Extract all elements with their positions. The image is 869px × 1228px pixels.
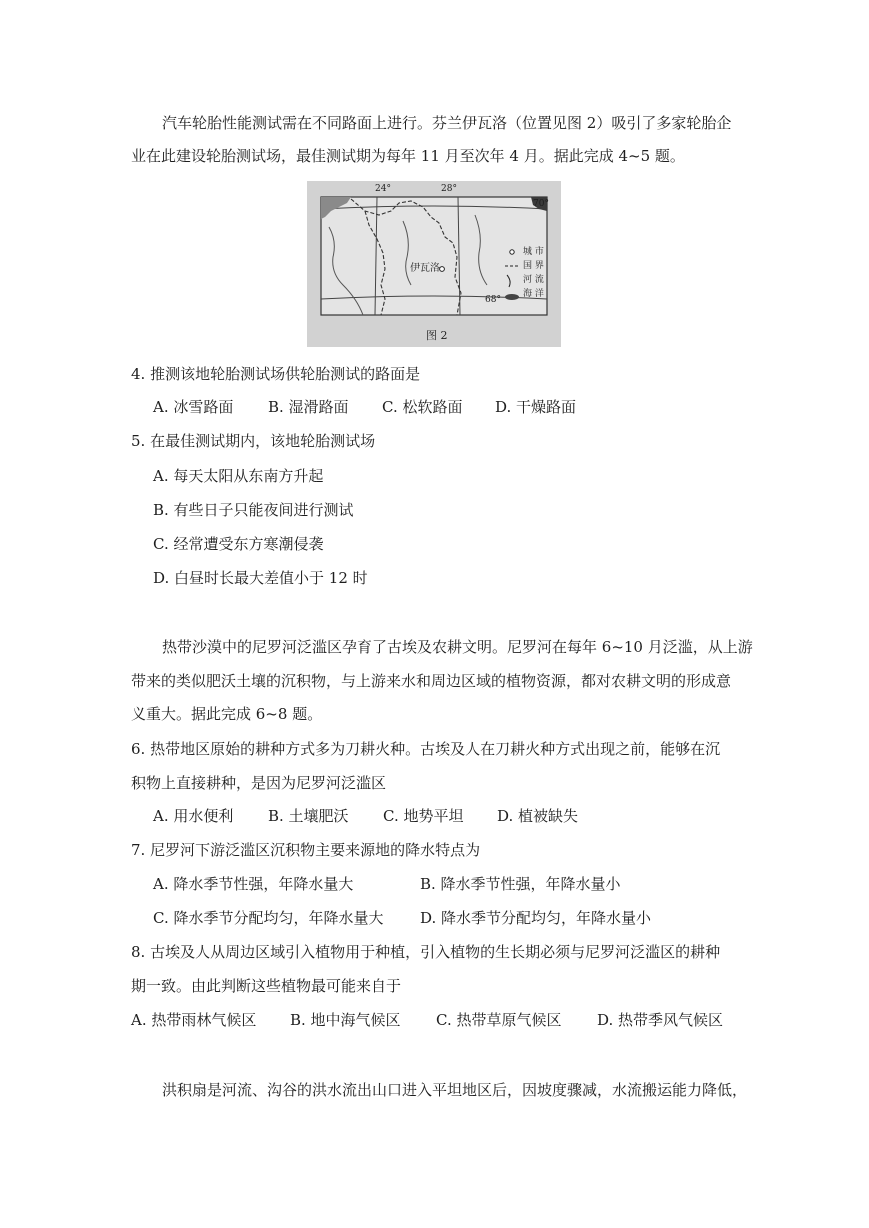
q8-stem-line1: 8. 古埃及人从周边区域引入植物用于种植，引入植物的生长期必须与尼罗河泛滥区的耕种: [131, 943, 721, 961]
q7-option-b[interactable]: B. 降水季节性强，年降水量小: [420, 875, 621, 893]
q8-stem-line2: 期一致。由此判断这些植物最可能来自于: [131, 977, 402, 995]
legend-sea-label: 海 洋: [523, 289, 544, 299]
lon-label-28: 28°: [441, 184, 457, 194]
q8-option-d[interactable]: D. 热带季风气候区: [597, 1011, 724, 1029]
q6-option-a[interactable]: A. 用水便利: [153, 807, 234, 825]
q6-stem-line1: 6. 热带地区原始的耕种方式多为刀耕火种。古埃及人在刀耕火种方式出现之前，能够在沉: [131, 740, 721, 758]
passage1-line1: 汽车轮胎性能测试需在不同路面上进行。芬兰伊瓦洛（位置见图 2）吸引了多家轮胎企: [162, 114, 732, 132]
city-ivalo-dot: [440, 267, 445, 272]
figure-caption: 图 2: [426, 329, 448, 342]
q5-option-c[interactable]: C. 经常遭受东方寒潮侵袭: [153, 535, 324, 553]
legend-city-symbol: [510, 250, 514, 254]
figure2-map: [307, 181, 561, 347]
q7-option-a[interactable]: A. 降水季节性强，年降水量大: [153, 875, 354, 893]
q4-option-d[interactable]: D. 干燥路面: [495, 398, 577, 416]
lon-label-24: 24°: [375, 184, 391, 194]
q6-option-b[interactable]: B. 土壤肥沃: [268, 807, 349, 825]
q4-option-a[interactable]: A. 冰雪路面: [153, 398, 234, 416]
q8-option-b[interactable]: B. 地中海气候区: [290, 1011, 401, 1029]
q8-option-a[interactable]: A. 热带雨林气候区: [131, 1011, 257, 1029]
q8-option-c[interactable]: C. 热带草原气候区: [436, 1011, 562, 1029]
legend-sea-symbol: [505, 294, 519, 300]
legend-city-label: 城 市: [523, 247, 544, 257]
q6-option-d[interactable]: D. 植被缺失: [497, 807, 579, 825]
passage2-line3: 义重大。据此完成 6~8 题。: [131, 705, 323, 723]
q7-option-d[interactable]: D. 降水季节分配均匀，年降水量小: [420, 909, 652, 927]
q6-stem-line2: 积物上直接耕种，是因为尼罗河泛滥区: [131, 774, 387, 792]
passage3-line1: 洪积扇是河流、沟谷的洪水流出山口进入平坦地区后，因坡度骤减，水流搬运能力降低，: [162, 1081, 748, 1099]
legend-border-label: 国 界: [523, 261, 544, 271]
lat-label-68: 68°: [485, 295, 501, 305]
legend-river-label: 河 流: [523, 275, 544, 285]
q7-stem: 7. 尼罗河下游泛滥区沉积物主要来源地的降水特点为: [131, 841, 481, 859]
q5-option-a[interactable]: A. 每天太阳从东南方升起: [153, 467, 324, 485]
q7-option-c[interactable]: C. 降水季节分配均匀，年降水量大: [153, 909, 384, 927]
passage1-line2: 业在此建设轮胎测试场，最佳测试期为每年 11 月至次年 4 月。据此完成 4~5 题。: [131, 147, 685, 165]
passage2-line2: 带来的类似肥沃土壤的沉积物，与上游来水和周边区域的植物资源，都对农耕文明的形成意: [131, 672, 732, 690]
q5-stem: 5. 在最佳测试期内，该地轮胎测试场: [131, 432, 376, 450]
q5-option-b[interactable]: B. 有些日子只能夜间进行测试: [153, 501, 354, 519]
q4-stem: 4. 推测该地轮胎测试场供轮胎测试的路面是: [131, 365, 421, 383]
q4-option-c[interactable]: C. 松软路面: [382, 398, 463, 416]
q6-option-c[interactable]: C. 地势平坦: [383, 807, 464, 825]
passage2-line1: 热带沙漠中的尼罗河泛滥区孕育了古埃及农耕文明。尼罗河在每年 6~10 月泛滥，从上游: [162, 638, 753, 656]
city-label: 伊瓦洛: [410, 263, 440, 274]
q4-option-b[interactable]: B. 湿滑路面: [268, 398, 349, 416]
q5-option-d[interactable]: D. 白昼时长最大差值小于 12 时: [153, 569, 368, 587]
lat-label-70: 70°: [533, 199, 549, 209]
